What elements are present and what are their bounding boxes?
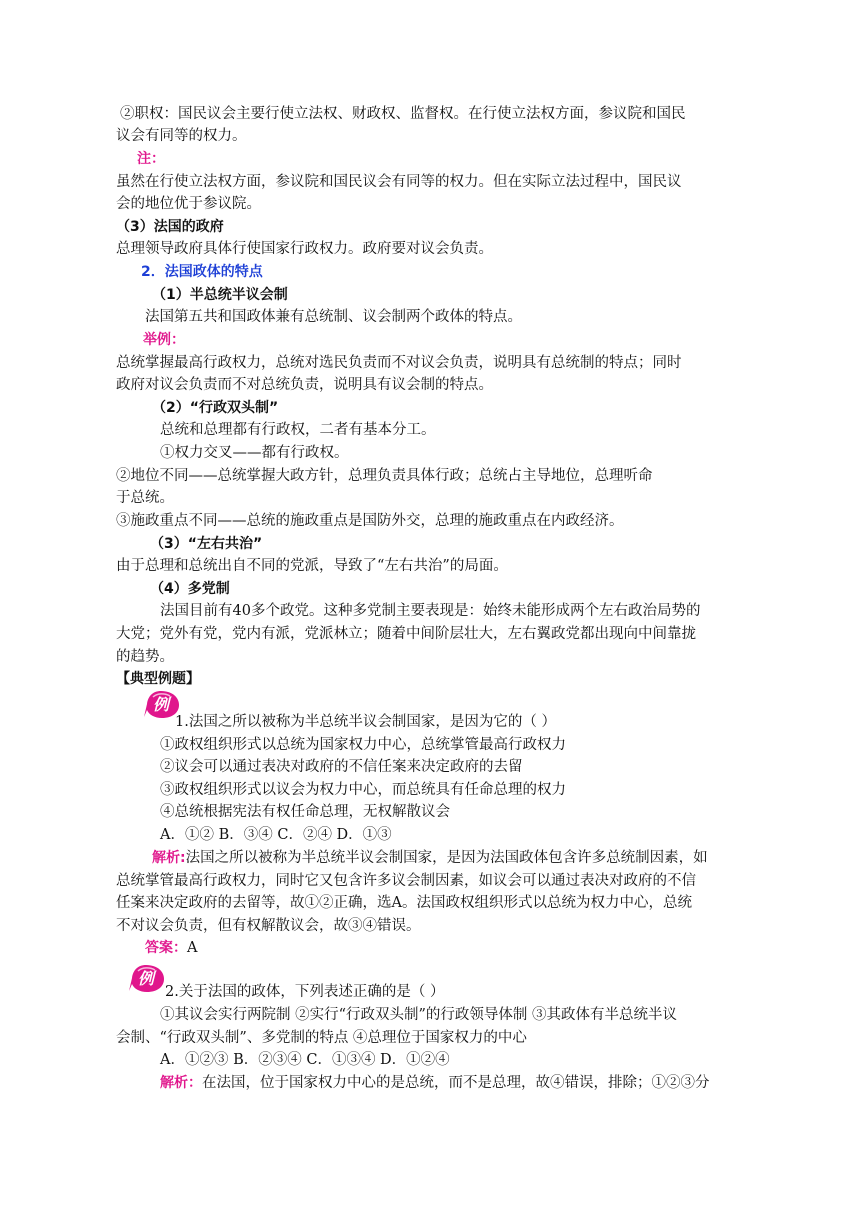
text-line [116, 487, 174, 509]
body-text: 由于总理和总统出自不同的党派，导致了“左右共治”的局面。 [116, 558, 508, 574]
text-line [175, 711, 556, 733]
text-line [116, 510, 624, 532]
text-line [116, 374, 493, 396]
text-line [165, 981, 444, 1003]
text-line [160, 734, 566, 756]
text-line [116, 892, 692, 914]
body-text: A．①② B．③④ C．②④ D．①③ [160, 827, 392, 843]
text-line [160, 600, 700, 622]
text-line [116, 238, 493, 260]
text-line [116, 623, 696, 645]
body-text: 法国第五共和国政体兼有总统制、议会制两个政体的特点。 [145, 309, 522, 325]
text-line [160, 1004, 677, 1026]
body-text: 会的地位优于参议院。 [116, 196, 261, 212]
body-text: ①权力交叉——都有行政权。 [160, 445, 349, 461]
text-line [143, 329, 185, 351]
body-text: 会制、“行政双头制”、多党制的特点 ④总理位于国家权力的中心 [116, 1030, 527, 1046]
body-text: ②职权：国民议会主要行使立法权、财政权、监督权。在行使立法权方面，参议院和国民 [120, 106, 686, 122]
text-line [116, 125, 247, 147]
label-text: 答案： [145, 940, 187, 956]
heading-text: 【典型例题】 [116, 671, 200, 687]
text-line [116, 1027, 527, 1049]
body-text: ④总统根据宪法有权任命总理，无权解散议会 [160, 804, 450, 820]
body-text: A．①②③ B．②③④ C．①③④ D．①②④ [160, 1052, 450, 1068]
body-text: 2.关于法国的政体，下列表述正确的是（ ） [165, 984, 445, 1000]
body-text: ①政权组织形式以总统为国家权力中心，总统掌管最高行政权力 [160, 737, 566, 753]
text-line [116, 646, 174, 668]
heading-text: （3）法国的政府 [116, 219, 224, 235]
body-text: 法国之所以被称为半总统半议会制国家，是因为法国政体包含许多总统制因素，如 [185, 850, 708, 866]
example-badge-label: 例 [137, 969, 154, 988]
text-line [150, 578, 230, 600]
body-text: 总统掌管最高行政权力，同时它又包含许多议会制因素，如议会可以通过表决对政府的不信 [116, 873, 696, 889]
body-text: 总理领导政府具体行使国家行政权力。政府要对议会负责。 [116, 241, 493, 257]
text-line [150, 533, 262, 555]
heading-text: （1）半总统半议会制 [152, 287, 288, 303]
text-line [160, 801, 450, 823]
text-line [160, 442, 349, 464]
text-line [152, 847, 708, 869]
text-line [160, 1072, 710, 1094]
body-text: 政府对议会负责而不对总统负责，说明具有议会制的特点。 [116, 377, 493, 393]
text-line [160, 824, 392, 846]
example-badge-icon [143, 689, 183, 721]
label-text: 注： [137, 151, 165, 167]
body-text: 大党；党外有党，党内有派，党派林立；随着中间阶层壮大，左右翼政党都出现向中间靠拢 [116, 626, 696, 642]
body-text: 总统掌握最高行政权力，总统对选民负责而不对议会负责，说明具有总统制的特点；同时 [116, 355, 682, 371]
body-text: 总统和总理都有行政权，二者有基本分工。 [160, 422, 436, 438]
text-line [116, 465, 653, 487]
body-text: 1.法国之所以被称为半总统半议会制国家，是因为它的（ ） [175, 714, 556, 730]
text-line [160, 779, 566, 801]
label-text: 解析： [160, 1075, 202, 1091]
text-line [116, 668, 200, 690]
text-line [116, 352, 682, 374]
text-line [116, 171, 682, 193]
body-text: ③施政重点不同——总统的施政重点是国防外交，总理的施政重点在内政经济。 [116, 513, 624, 529]
body-text: 议会有同等的权力。 [116, 128, 247, 144]
text-line [116, 915, 421, 937]
body-text: 于总统。 [116, 490, 174, 506]
text-line [120, 103, 686, 125]
label-text: 举例： [143, 332, 185, 348]
heading-text: （2）“行政双头制” [152, 400, 279, 416]
body-text: ②地位不同——总统掌握大政方针，总理负责具体行政；总统占主导地位，总理听命 [116, 468, 653, 484]
heading-text: 2．法国政体的特点 [141, 264, 263, 280]
text-line [116, 193, 261, 215]
body-text: ②议会可以通过表决对政府的不信任案来决定政府的去留 [160, 759, 523, 775]
body-text: 在法国，位于国家权力中心的是总统，而不是总理，故④错误，排除；①②③分 [202, 1075, 710, 1091]
body-text: 的趋势。 [116, 649, 174, 665]
body-text: 法国目前有40多个政党。这种多党制主要表现是：始终未能形成两个左右政治局势的 [160, 603, 701, 619]
text-line [116, 555, 508, 577]
text-line [152, 284, 288, 306]
example-badge-label: 例 [152, 695, 169, 714]
text-line [116, 870, 696, 892]
text-line [145, 937, 197, 959]
text-line [145, 306, 522, 328]
body-text: 虽然在行使立法权方面，参议院和国民议会有同等的权力。但在实际立法过程中，国民议 [116, 174, 682, 190]
text-line [152, 397, 278, 419]
heading-text: （3）“左右共治” [150, 536, 263, 552]
text-line [160, 1049, 450, 1071]
body-text: 不对议会负责，但有权解散议会，故③④错误。 [116, 918, 421, 934]
text-line [137, 148, 165, 170]
text-line [141, 261, 263, 283]
example-badge-icon [128, 963, 168, 995]
body-text: A [187, 940, 198, 956]
text-line [160, 419, 436, 441]
heading-text: （4）多党制 [150, 581, 230, 597]
text-line [116, 216, 224, 238]
body-text: ①其议会实行两院制 ②实行“行政双头制”的行政领导体制 ③其政体有半总统半议 [160, 1007, 678, 1023]
body-text: 任案来决定政府的去留等，故①②正确，选A。法国政权组织形式以总统为权力中心，总统 [116, 895, 692, 911]
text-line [160, 756, 523, 778]
label-text: 解析: [152, 850, 186, 866]
body-text: ③政权组织形式以议会为权力中心，而总统具有任命总理的权力 [160, 782, 566, 798]
